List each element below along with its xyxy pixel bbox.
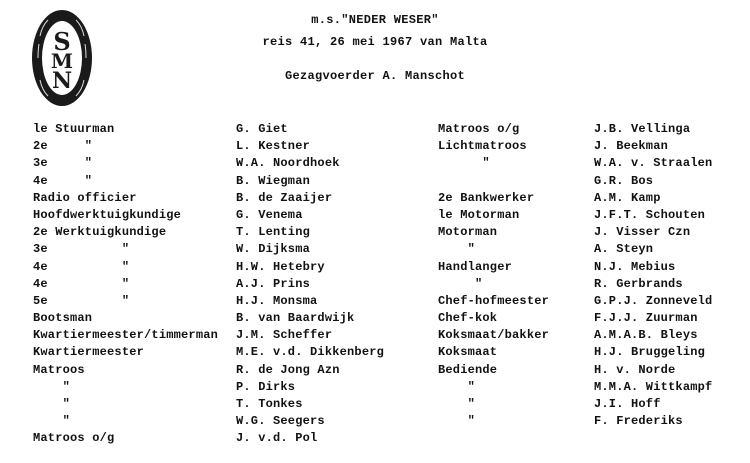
crew-name: T. Lenting <box>236 225 311 240</box>
crew-role: Handlanger <box>438 259 513 274</box>
crew-role: 2e Bankwerker <box>438 190 535 205</box>
crew-name: A.J. Prins <box>236 276 311 291</box>
crew-name: B. van Baardwijk <box>236 311 355 326</box>
crew-role: Radio officier <box>33 190 137 205</box>
crew-role: " <box>33 379 71 394</box>
crew-name: F.J.J. Zuurman <box>594 311 698 326</box>
captain-line: Gezagvoerder A. Manschot <box>284 69 466 83</box>
crew-role: " <box>438 156 490 171</box>
crew-role: " <box>438 397 476 411</box>
crew-name: J. Beekman <box>594 139 669 154</box>
crew-name: M.E. v.d. Dikkenberg <box>236 345 385 360</box>
crew-role: Koksmaat <box>438 345 498 360</box>
logo-letter-s: S <box>53 27 71 56</box>
crew-role: Motorman <box>438 225 498 240</box>
crew-role: le Motorman <box>438 207 520 222</box>
crew-role: 4e " <box>33 173 93 188</box>
ship-name: m.s."NEDER WESER" <box>311 13 439 27</box>
crew-name: G.P.J. Zonneveld <box>594 293 713 308</box>
crew-names-left <box>236 121 384 448</box>
crew-role: " <box>33 414 71 429</box>
crew-name: G. Giet <box>236 122 288 136</box>
crew-role: Lichtmatroos <box>438 139 527 154</box>
crew-role: Matroos o/g <box>33 431 115 446</box>
crew-name: F. Frederiks <box>594 414 683 429</box>
crew-name: R. Gerbrands <box>594 276 683 291</box>
crew-name: J. v.d. Pol <box>236 431 318 446</box>
crew-role: Kwartiermeester <box>33 345 145 360</box>
crew-name: W.A. Noordhoek <box>236 156 340 171</box>
crew-role <box>438 173 549 190</box>
crew-role: " <box>438 242 476 257</box>
crew-name: H.J. Monsma <box>236 293 318 308</box>
crew-name: A.M.A.B. Bleys <box>594 328 698 343</box>
crew-name: M.M.A. Wittkampf <box>594 379 713 394</box>
crew-name: G. Venema <box>236 207 303 222</box>
crew-role: 3e " <box>33 242 130 257</box>
crew-name: N.J. Mebius <box>594 259 676 274</box>
logo-letter-n: N <box>51 68 73 94</box>
crew-role: Bootsman <box>33 311 93 326</box>
crew-role: 4e " <box>33 276 130 291</box>
crew-role: Hoofdwerktuigkundige <box>33 207 182 222</box>
crew-name: J. Visser Czn <box>594 225 691 240</box>
crew-name: J.F.T. Schouten <box>594 207 706 222</box>
crew-name: W.A. v. Straalen <box>594 156 713 171</box>
crew-role: Kwartiermeester/timmerman <box>33 328 219 343</box>
crew-role: 5e " <box>33 293 130 308</box>
crew-name: H.W. Hetebry <box>236 259 325 274</box>
crew-name: B. Wiegman <box>236 173 311 188</box>
crew-names-right <box>594 121 712 430</box>
crew-role: Chef-kok <box>438 311 498 326</box>
crew-name: R. de Jong Azn <box>236 362 340 377</box>
crew-name: H.J. Bruggeling <box>594 345 706 360</box>
crew-role: 4e " <box>33 259 130 274</box>
crew-role: Matroos o/g <box>438 122 520 136</box>
crew-name: W. Dijksma <box>236 242 311 257</box>
crew-name: J.M. Scheffer <box>236 328 333 343</box>
crew-role: " <box>438 379 476 394</box>
crew-roles-left <box>33 121 218 448</box>
crew-name: P. Dirks <box>236 379 296 394</box>
crew-name: J.I. Hoff <box>594 397 661 411</box>
crew-role: 3e " <box>33 156 93 171</box>
crew-name: H. v. Norde <box>594 362 676 377</box>
crew-role: 2e " <box>33 139 93 154</box>
crew-name: T. Tonkes <box>236 397 303 411</box>
crew-role: Bediende <box>438 362 498 377</box>
crew-name: A. Steyn <box>594 242 654 257</box>
crew-role: le Stuurman <box>33 122 115 136</box>
crew-role: Matroos <box>33 362 85 377</box>
voyage-line: reis 41, 26 mei 1967 van Malta <box>262 35 488 49</box>
crew-role: Chef-hofmeester <box>438 293 550 308</box>
logo-letter-m: M <box>50 49 74 73</box>
crew-name: L. Kestner <box>236 139 311 154</box>
crew-role: " <box>438 414 476 429</box>
crew-name: B. de Zaaijer <box>236 190 333 205</box>
crew-name: G.R. Bos <box>594 173 654 188</box>
crew-role: " <box>33 397 71 411</box>
crew-name: A.M. Kamp <box>594 190 661 205</box>
crew-roles-right <box>438 121 549 430</box>
crew-role: " <box>438 276 483 291</box>
crew-name: W.G. Seegers <box>236 414 325 429</box>
crew-role: 2e Werktuigkundige <box>33 225 167 240</box>
crew-role: Koksmaat/bakker <box>438 328 550 343</box>
crew-name: J.B. Vellinga <box>594 122 691 136</box>
